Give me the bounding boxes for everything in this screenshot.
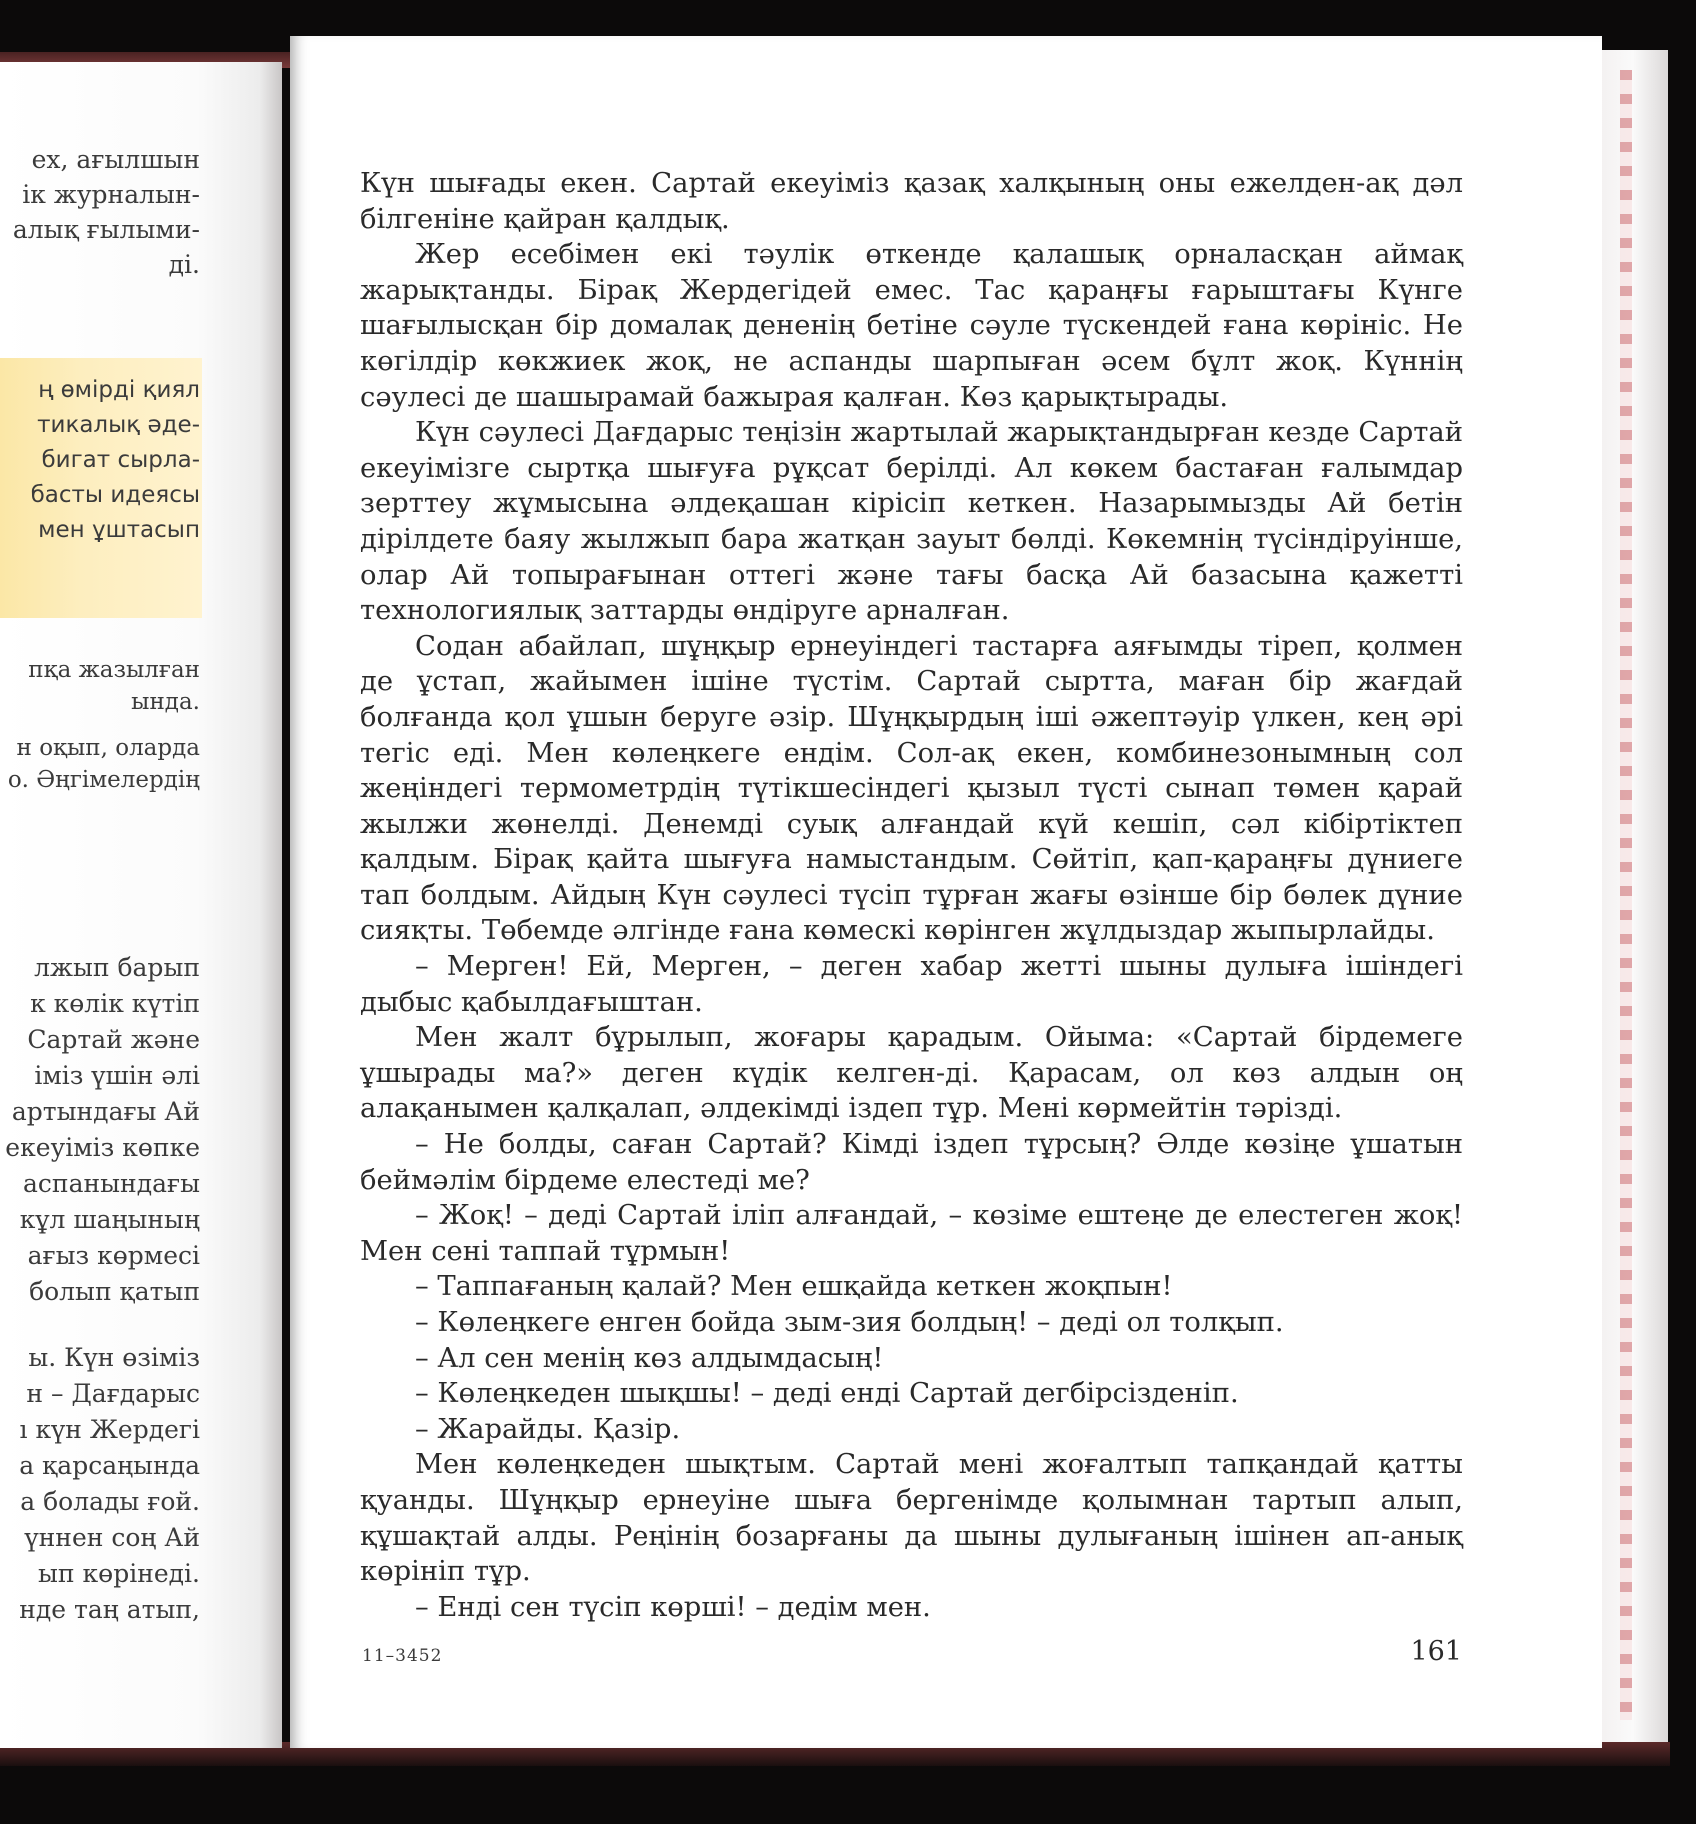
- printer-code: 11–3452: [362, 1646, 443, 1666]
- left-line: ı күн Жердегі: [19, 1415, 200, 1444]
- left-line: лжып барып: [34, 953, 200, 982]
- left-line: екеуіміз көпке: [5, 1133, 200, 1162]
- left-line: к көлік күтіп: [30, 989, 200, 1018]
- left-line: н – Дағдарыс: [26, 1379, 200, 1408]
- left-line: ы. Күн өзіміз: [28, 1343, 200, 1372]
- left-line: артындағы Ай: [11, 1097, 200, 1126]
- left-line: ында.: [131, 689, 200, 715]
- box-line: бигат сырла-: [41, 447, 200, 473]
- left-line: Сартай және: [27, 1025, 200, 1054]
- left-line: а болады ғой.: [20, 1487, 200, 1516]
- left-line: ех, ағылшын: [31, 145, 200, 174]
- left-line: үннен соң Ай: [24, 1523, 200, 1552]
- left-line: аспанындағы: [23, 1169, 200, 1198]
- story-text: [360, 166, 1463, 1625]
- box-line: ң өмірді қиял: [38, 377, 200, 403]
- paragraph: Күн шығады екен. Сартай екеуіміз қазақ халқының оны ежелден-ақ дәл білгеніне қайран қалдық.: [360, 168, 1463, 235]
- left-line: кұл шаңының: [19, 1205, 200, 1234]
- left-line: ып көрінеді.: [38, 1559, 200, 1588]
- paragraph: Мен жалт бұрылып, жоғары қарадым. Ойыма: «Сартай бірдемеге ұшырады ма?» деген күдік келген-ді. Қарасам, ол көз алдын оң алақанымен қалқалап, әлдекімді іздеп тұр. Мені көрмейтін тәрізді.: [360, 1022, 1463, 1125]
- left-line: нде таң атып,: [19, 1595, 200, 1624]
- paragraph: Күн сәулесі Дағдарыс теңізін жартылай жарықтандырған кезде Сартай екеуімізге сыртқа шығуға рұқсат берілді. Ал көкем бастаған ғалымдар зерттеу жұмысына әлдеқашан кірісіп кеткен. Назарымызды Ай бетін дірілдете баяу жылжып бара жатқан зауыт бөлді. Көкемнің түсіндіруінше, олар Ай топырағынан оттегі және тағы басқа Ай базасына қажетті технологиялық заттарды өндіруге арналған.: [360, 417, 1463, 627]
- box-line: басты идеясы: [30, 482, 200, 508]
- left-line: ағыз көрмесі: [27, 1241, 200, 1270]
- left-line: болып қатып: [29, 1277, 200, 1306]
- right-page: [290, 36, 1602, 1748]
- left-line: ді.: [168, 250, 200, 279]
- dialogue-line: – Мерген! Ей, Мерген, – деген хабар жетті шыны дулыға ішіндегі дыбыс қабылдағыштан.: [360, 951, 1463, 1018]
- paragraph: Жер есебімен екі тәулік өткенде қалашық орналасқан аймақ жарықтанды. Бірақ Жердегідей емес. Тас қараңғы ғарыштағы Күнге шағылысқан бір домалақ дененің бетіне сәуле түскендей ғана көрініс. Не көгілдір көкжиек жоқ, не аспанды шарпыған әсем бұлт жоқ. Күннің сәулесі де шашырамай бажырая қалған. Көз қарықтырады.: [360, 239, 1463, 413]
- left-line: алық ғылыми-: [12, 215, 200, 244]
- page-number: 161: [1410, 1636, 1462, 1667]
- box-line: тикалық әде-: [37, 412, 200, 438]
- left-line: а қарсаңында: [19, 1451, 200, 1480]
- left-line: ік журналын-: [22, 180, 200, 209]
- book-cover-stripe: [1620, 70, 1632, 1720]
- dialogue-line: – Таппағаның қалай? Мен ешқайда кеткен жоқпын!: [415, 1271, 1173, 1303]
- dialogue-line: – Көлеңкеге енген бойда зым-зия болдың! – деді ол толқып.: [415, 1307, 1284, 1338]
- box-line: мен ұштасып: [38, 517, 200, 543]
- left-line: о. Әңгімелердің: [7, 767, 200, 793]
- dialogue-line: – Ал сен менің көз алдымдасың!: [415, 1342, 884, 1374]
- dialogue-line: – Жоқ! – деді Сартай іліп алғандай, – көзіме ештеңе де елестеген жоқ! Мен сені таппай тұрмын!: [360, 1200, 1463, 1267]
- left-line: н оқып, оларда: [16, 735, 200, 761]
- dialogue-line: – Енді сен түсіп көрші! – дедім мен.: [415, 1591, 931, 1623]
- left-page: [0, 62, 282, 1748]
- paragraph: Содан абайлап, шұңқыр ернеуіндегі тастарға аяғымды тіреп, қолмен де ұстап, жайымен ішіне түстім. Сартай сыртта, маған бір жағдай болғанда қол ұшын беруге әзір. Шұңқырдың іші әжептәуір үлкен, кең әрі тегіс еді. Мен көлеңкеге ендім. Сол-ақ екен, комбинезонымның сол жеңіндегі термометрдің түтікшесіндегі қызыл түсті сынап төмен қарай жылжи жөнелді. Денемді суық алғандай күй кешіп, сәл кібіртіктеп қалдым. Бірақ қайта шығуға намыстандым. Сөйтіп, қап-қараңғы дүниеге тап болдым. Айдың Күн сәулесі түсіп тұрған жағы өзінше бір бөлек дүние сияқты. Төбемде әлгінде ғана көмескі көрінген жұлдыздар жыпырлайды.: [360, 630, 1463, 947]
- left-line: пқа жазылған: [28, 657, 200, 683]
- left-line: іміз үшін әлі: [34, 1061, 200, 1090]
- paragraph: Мен көлеңкеден шықтым. Сартай мені жоғалтып тапқандай қатты қуанды. Шұңқыр ернеуіне шыға бергенімде қолымнан тартып алып, құшақтай алды. Реңінің бозарғаны да шыны дулығаның ішінен ап-анық көрініп тұр.: [360, 1449, 1463, 1588]
- dialogue-line: – Жарайды. Қазір.: [415, 1413, 681, 1445]
- dialogue-line: – Не болды, саған Сартай? Кімді іздеп тұрсың? Әлде көзіңе ұшатын беймәлім бірдеме елестеді ме?: [360, 1129, 1463, 1196]
- dialogue-line: – Көлеңкеден шықшы! – деді енді Сартай дегбірсізденіп.: [415, 1378, 1239, 1410]
